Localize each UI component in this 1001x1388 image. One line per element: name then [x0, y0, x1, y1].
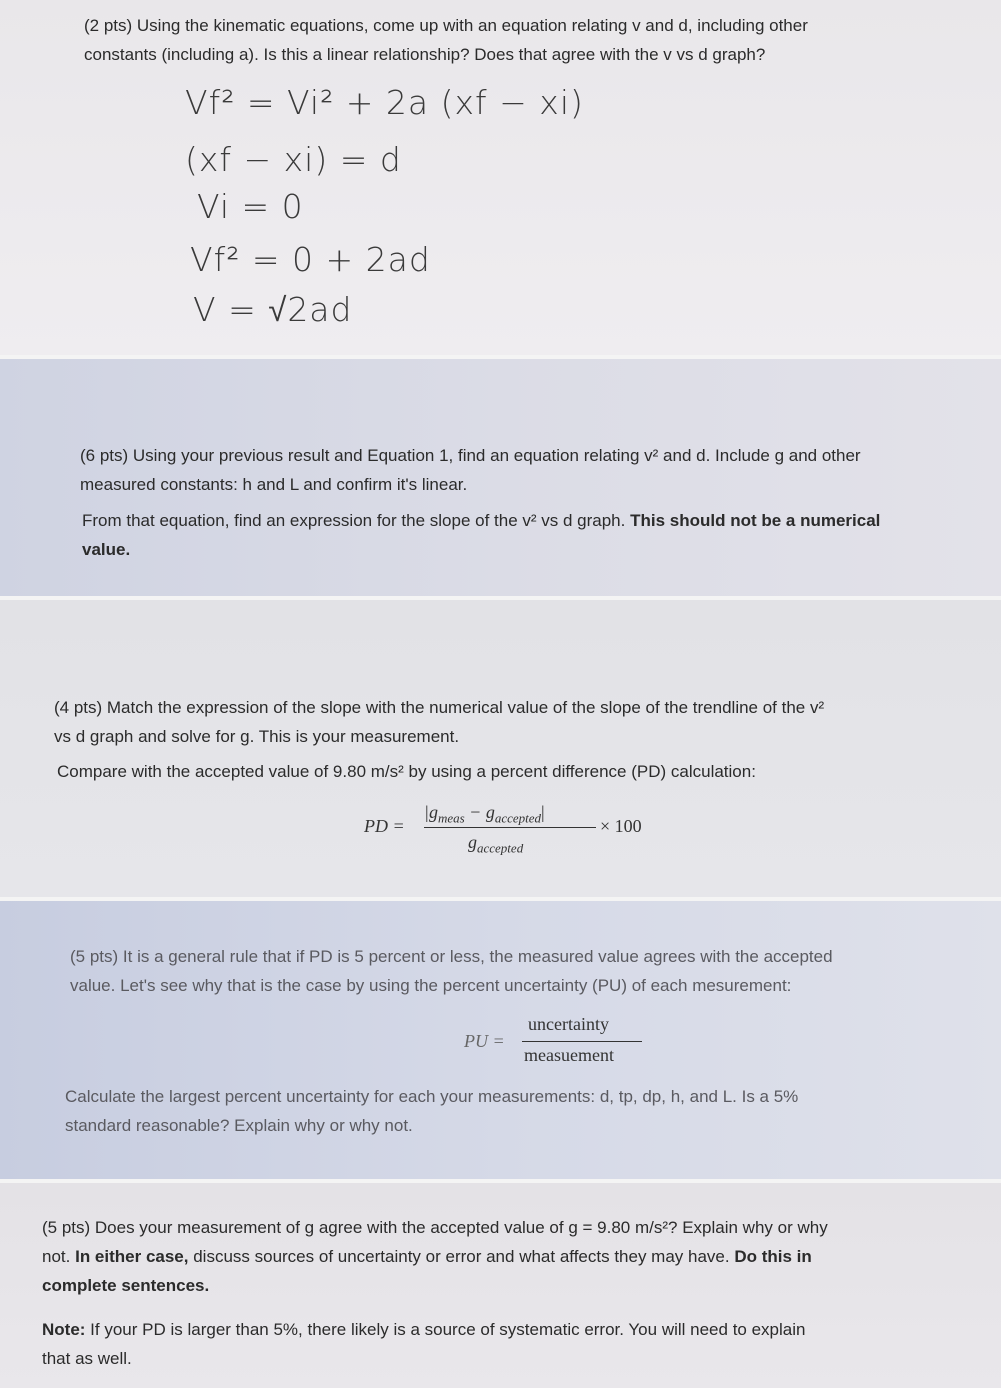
pd-formula — [360, 800, 680, 860]
handwritten-line-1: Vf² = Vi² + 2a (xf − xi) — [185, 83, 584, 122]
question-3-text — [54, 693, 824, 751]
question-2-line-1: (6 pts) Using your previous result and Equation 1, find an equation relating v² and d. Include g and other — [80, 446, 861, 465]
handwritten-line-5: V = √2ad — [193, 290, 353, 329]
question-5-line-1: (5 pts) Does your measurement of g agree with the accepted value of g = 9.80 m/s²? Explain why or why — [42, 1218, 828, 1237]
question-1-line-2: constants (including a). Is this a linear relationship? Does that agree with the v vs d graph? — [84, 45, 766, 64]
pd-lhs: PD = — [364, 816, 405, 836]
slope-line-1a: From that equation, find an expression for the slope of the v² vs d graph. — [82, 511, 626, 530]
question-4-calc-text — [65, 1082, 798, 1140]
question-5-panel — [0, 1183, 1001, 1388]
question-4-line-2: value. Let's see why that is the case by using the percent uncertainty (PU) of each mesurement: — [70, 976, 792, 995]
pd-fraction-bar — [424, 827, 596, 828]
question-1-text — [84, 11, 808, 69]
pu-formula — [462, 1014, 662, 1074]
question-4-panel — [0, 901, 1001, 1179]
question-2-line-2: measured constants: h and L and confirm it's linear. — [80, 475, 468, 494]
question-4-text — [70, 942, 833, 1000]
question-4-line-1: (5 pts) It is a general rule that if PD is 5 percent or less, the measured value agrees with the accepted — [70, 947, 833, 966]
pu-fraction-bar — [522, 1041, 642, 1042]
question-3-line-1: (4 pts) Match the expression of the slope with the numerical value of the slope of the trendline of the v² — [54, 698, 825, 717]
note-line-2: that as well. — [42, 1349, 132, 1368]
question-1-line-1: (2 pts) Using the kinematic equations, come up with an equation relating v and d, including other — [84, 16, 808, 35]
question-2-text — [80, 441, 861, 499]
pu-numerator: uncertainty — [528, 1014, 609, 1034]
question-5-text: (5 pts) Does your measurement of g agree with the accepted value of g = 9.80 m/s²? Explain why or why not. In either case, discuss sources of uncertainty or error and what affects they may have. Do this in complete sentences. — [42, 1213, 828, 1300]
calc-line-1: Calculate the largest percent uncertainty for each your measurements: d, tp, dp, h, and L. Is a 5% — [65, 1087, 799, 1106]
handwritten-line-4: Vf² = 0 + 2ad — [190, 240, 431, 279]
slope-line-1b: This should not be a numerical — [625, 511, 881, 530]
pd-denominator: $g_{accepted}$ — [468, 832, 524, 856]
note-label: Note: — [42, 1320, 86, 1339]
question-3-line-2: vs d graph and solve for g. This is your measurement. — [54, 727, 460, 746]
compare-text: Compare with the accepted value of 9.80 m/s² by using a percent difference (PD) calculation: — [57, 762, 756, 781]
pd-numerator: $|g_{meas} - g_{accepted}|$ — [424, 802, 545, 826]
question-2-slope-text — [82, 506, 880, 564]
question-5-line-3: complete sentences. — [42, 1276, 210, 1295]
calc-line-2: standard reasonable? Explain why or why not. — [65, 1116, 413, 1135]
slope-line-2: value. — [82, 540, 131, 559]
pu-denominator: measuement — [524, 1045, 614, 1065]
question-2-panel — [0, 359, 1001, 596]
question-3-panel — [0, 600, 1001, 897]
pd-times-100: × 100 — [600, 816, 642, 836]
handwritten-line-3: Vi = 0 — [197, 187, 304, 226]
pu-lhs: PU = — [464, 1031, 505, 1051]
note-text: Note: If your PD is larger than 5%, there likely is a source of systematic error. You will need to explain that as well. — [42, 1315, 805, 1373]
question-1-panel — [0, 0, 1001, 355]
handwritten-line-2: (xf − xi) = d — [185, 140, 402, 179]
